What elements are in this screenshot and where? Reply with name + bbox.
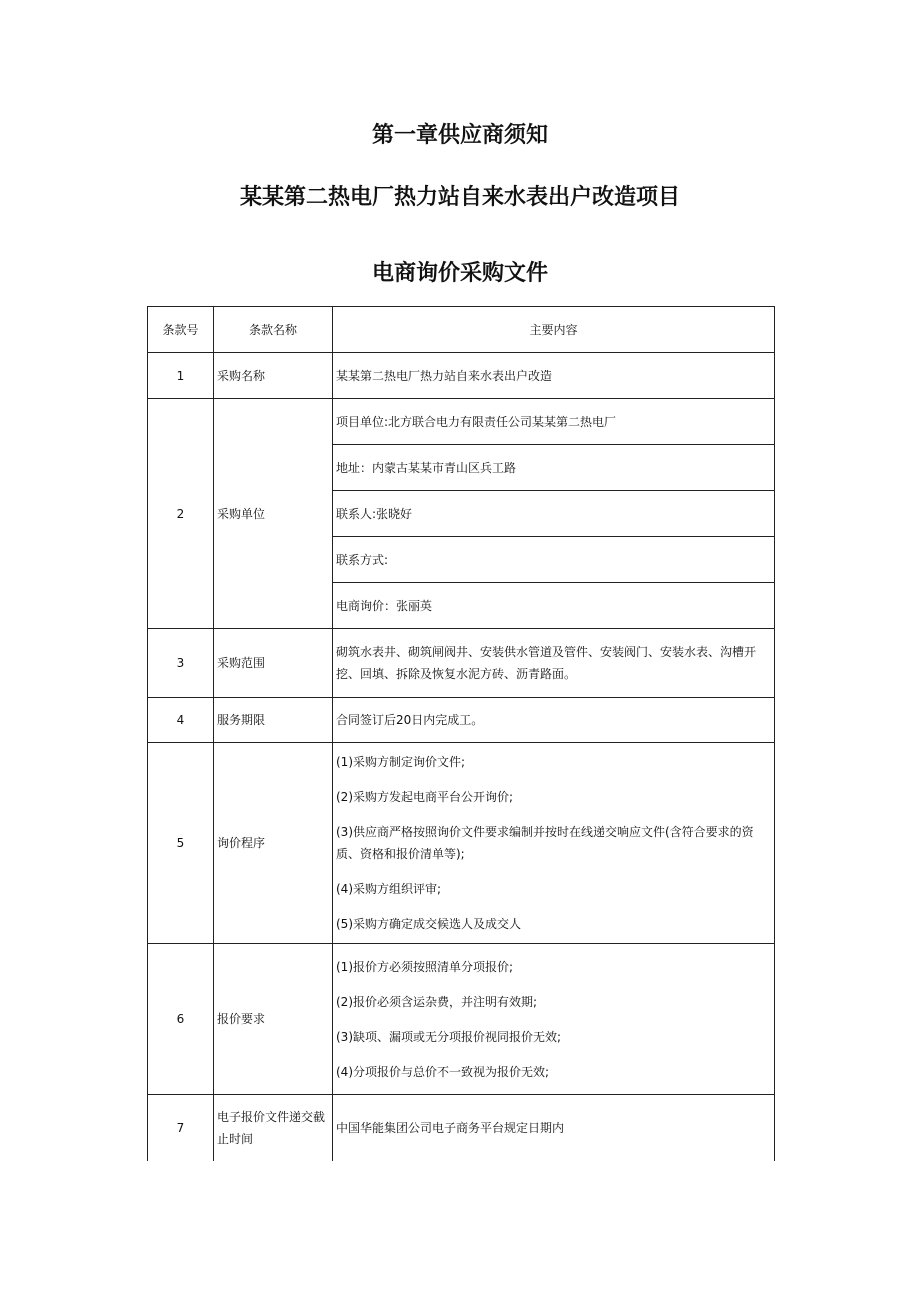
procedure-step: (1)采购方制定询价文件; (336, 755, 466, 769)
purchaser-unit: 项目单位:北方联合电力有限责任公司某某第二热电厂 (333, 399, 775, 445)
table-row (148, 944, 775, 1095)
procedure-step: (4)采购方组织评审; (336, 882, 442, 896)
requirement-item: (1)报价方必须按照清单分项报价; (336, 959, 514, 974)
purchaser-phone: 联系方式: (333, 537, 775, 583)
supplier-notice-table (147, 306, 775, 1161)
procedure-steps (333, 743, 775, 944)
clause-name: 询价程序 (214, 743, 333, 944)
procedure-step: (2)采购方发起电商平台公开询价; (336, 790, 514, 804)
clause-content: 中国华能集团公司电子商务平台规定日期内 (333, 1095, 775, 1162)
clause-content: 砌筑水表井、砌筑闸阀井、安装供水管道及管件、安装阀门、安装水表、沟槽开挖、回填、拆除及恢复水泥方砖、沥青路面。 (333, 629, 775, 698)
purchaser-contact: 联系人:张晓好 (333, 491, 775, 537)
table-header-row (148, 307, 775, 353)
requirement-item: (2)报价必须含运杂费，并注明有效期; (336, 994, 538, 1009)
clause-no: 7 (148, 1095, 214, 1162)
clause-name: 电子报价文件递交截止时间 (214, 1095, 333, 1162)
clause-name: 采购名称 (214, 353, 333, 399)
clause-no: 5 (148, 743, 214, 944)
table-row (148, 698, 775, 743)
header-clause-no: 条款号 (148, 307, 214, 353)
clause-no: 3 (148, 629, 214, 698)
table-row (148, 399, 775, 445)
header-clause-name: 条款名称 (214, 307, 333, 353)
requirement-item: (4)分项报价与总价不一致视为报价无效; (336, 1064, 550, 1079)
clause-name: 报价要求 (214, 944, 333, 1095)
purchaser-address: 地址：内蒙古某某市青山区兵工路 (333, 445, 775, 491)
table-row (148, 1095, 775, 1162)
procedure-step: (3)供应商严格按照询价文件要求编制并按时在线递交响应文件(含符合要求的资质、资格和报价清单等); (336, 825, 754, 861)
clause-name: 采购单位 (214, 399, 333, 629)
clause-no: 1 (148, 353, 214, 399)
header-main-content: 主要内容 (333, 307, 775, 353)
clause-no: 6 (148, 944, 214, 1095)
clause-no: 2 (148, 399, 214, 629)
ecommerce-inquiry-contact: 电商询价：张丽英 (333, 583, 775, 629)
quotation-requirements (333, 944, 775, 1095)
clause-content: 合同签订后20日内完成工。 (333, 698, 775, 743)
table-row (148, 743, 775, 944)
requirement-item: (3)缺项、漏项或无分项报价视同报价无效; (336, 1029, 562, 1044)
document-type-title: 电商询价采购文件 (371, 261, 548, 286)
project-title: 某某第二热电厂热力站自来水表出户改造项目 (239, 185, 680, 210)
table-row (148, 353, 775, 399)
clause-name: 采购范围 (214, 629, 333, 698)
clause-content: 某某第二热电厂热力站自来水表出户改造 (333, 353, 775, 399)
clause-no: 4 (148, 698, 214, 743)
chapter-title: 第一章供应商须知 (371, 123, 548, 148)
clause-name: 服务期限 (214, 698, 333, 743)
procedure-step: (5)采购方确定成交候选人及成交人 (336, 917, 521, 931)
table-row (148, 629, 775, 698)
